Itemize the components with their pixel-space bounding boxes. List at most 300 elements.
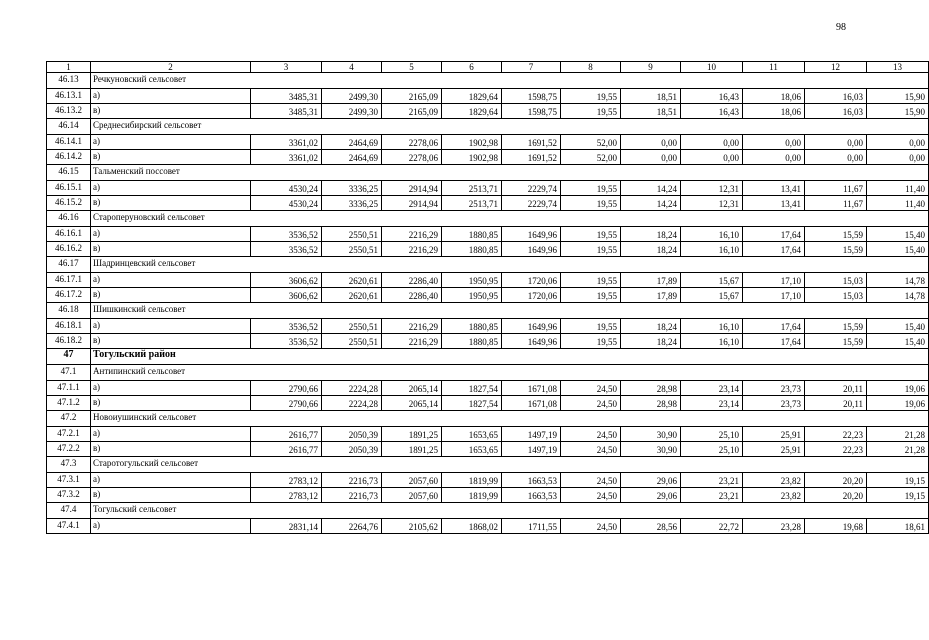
section-row xyxy=(47,503,929,519)
value-cell: 19,15 xyxy=(867,473,929,488)
table-row xyxy=(47,319,929,334)
value-cell: 20,11 xyxy=(805,396,867,411)
value-cell: 2057,60 xyxy=(382,488,442,503)
section-code: 46.13 xyxy=(47,73,91,89)
row-variant: в) xyxy=(91,396,251,411)
row-code: 46.13.2 xyxy=(47,104,91,119)
value-cell: 15,90 xyxy=(867,89,929,104)
value-cell: 17,64 xyxy=(743,334,805,349)
section-code: 47 xyxy=(47,349,91,365)
table-row xyxy=(47,427,929,442)
value-cell: 23,73 xyxy=(743,396,805,411)
value-cell: 16,10 xyxy=(681,334,743,349)
section-code: 47.3 xyxy=(47,457,91,473)
value-cell: 2550,51 xyxy=(322,242,382,257)
value-cell: 15,59 xyxy=(805,227,867,242)
value-cell: 16,03 xyxy=(805,104,867,119)
value-cell: 30,90 xyxy=(621,442,681,457)
value-cell: 14,24 xyxy=(621,181,681,196)
value-cell: 24,50 xyxy=(561,427,621,442)
column-header: 9 xyxy=(621,62,681,73)
value-cell: 0,00 xyxy=(867,135,929,150)
row-code: 46.16.2 xyxy=(47,242,91,257)
section-code: 46.17 xyxy=(47,257,91,273)
value-cell: 18,24 xyxy=(621,319,681,334)
value-cell: 21,28 xyxy=(867,427,929,442)
value-cell: 28,56 xyxy=(621,519,681,534)
value-cell: 11,67 xyxy=(805,196,867,211)
value-cell: 1649,96 xyxy=(502,334,561,349)
value-cell: 0,00 xyxy=(805,135,867,150)
row-code: 46.18.1 xyxy=(47,319,91,334)
table-row xyxy=(47,150,929,165)
value-cell: 0,00 xyxy=(867,150,929,165)
row-code: 47.2.2 xyxy=(47,442,91,457)
column-header: 13 xyxy=(867,62,929,73)
value-cell: 2790,66 xyxy=(251,396,322,411)
value-cell: 24,50 xyxy=(561,396,621,411)
value-cell: 24,50 xyxy=(561,488,621,503)
table-row xyxy=(47,227,929,242)
value-cell: 18,24 xyxy=(621,334,681,349)
row-code: 46.15.2 xyxy=(47,196,91,211)
value-cell: 0,00 xyxy=(681,135,743,150)
value-cell: 16,43 xyxy=(681,89,743,104)
value-cell: 24,50 xyxy=(561,442,621,457)
value-cell: 15,40 xyxy=(867,334,929,349)
section-name: Тогульский район xyxy=(91,349,929,365)
value-cell: 2065,14 xyxy=(382,381,442,396)
value-cell: 2550,51 xyxy=(322,319,382,334)
table-row xyxy=(47,473,929,488)
row-code: 47.1.1 xyxy=(47,381,91,396)
value-cell: 17,10 xyxy=(743,288,805,303)
row-variant: в) xyxy=(91,150,251,165)
value-cell: 2278,06 xyxy=(382,150,442,165)
row-code: 47.4.1 xyxy=(47,519,91,534)
row-code: 46.17.1 xyxy=(47,273,91,288)
column-header: 12 xyxy=(805,62,867,73)
row-variant: в) xyxy=(91,442,251,457)
value-cell: 2831,14 xyxy=(251,519,322,534)
value-cell: 1868,02 xyxy=(442,519,502,534)
value-cell: 1598,75 xyxy=(502,104,561,119)
row-code: 46.15.1 xyxy=(47,181,91,196)
value-cell: 18,51 xyxy=(621,104,681,119)
row-code: 46.17.2 xyxy=(47,288,91,303)
table-row xyxy=(47,196,929,211)
table-row xyxy=(47,442,929,457)
value-cell: 22,23 xyxy=(805,442,867,457)
value-cell: 16,43 xyxy=(681,104,743,119)
value-cell: 16,03 xyxy=(805,89,867,104)
value-cell: 1880,85 xyxy=(442,227,502,242)
value-cell: 23,21 xyxy=(681,473,743,488)
value-cell: 3336,25 xyxy=(322,181,382,196)
row-variant: а) xyxy=(91,89,251,104)
row-variant: в) xyxy=(91,334,251,349)
section-row xyxy=(47,211,929,227)
value-cell: 3606,62 xyxy=(251,273,322,288)
value-cell: 19,55 xyxy=(561,196,621,211)
value-cell: 19,55 xyxy=(561,334,621,349)
value-cell: 1671,08 xyxy=(502,396,561,411)
value-cell: 25,91 xyxy=(743,427,805,442)
value-cell: 23,73 xyxy=(743,381,805,396)
value-cell: 19,15 xyxy=(867,488,929,503)
value-cell: 15,40 xyxy=(867,319,929,334)
row-variant: а) xyxy=(91,473,251,488)
value-cell: 1497,19 xyxy=(502,442,561,457)
section-name: Шишкинский сельсовет xyxy=(91,303,929,319)
value-cell: 0,00 xyxy=(743,135,805,150)
value-cell: 19,55 xyxy=(561,227,621,242)
value-cell: 2264,76 xyxy=(322,519,382,534)
table-row xyxy=(47,181,929,196)
section-code: 47.1 xyxy=(47,365,91,381)
row-code: 46.14.2 xyxy=(47,150,91,165)
value-cell: 1598,75 xyxy=(502,89,561,104)
value-cell: 3536,52 xyxy=(251,227,322,242)
row-variant: а) xyxy=(91,519,251,534)
value-cell: 2050,39 xyxy=(322,427,382,442)
section-row xyxy=(47,73,929,89)
value-cell: 1649,96 xyxy=(502,319,561,334)
value-cell: 1891,25 xyxy=(382,442,442,457)
value-cell: 1720,06 xyxy=(502,273,561,288)
section-row xyxy=(47,303,929,319)
column-header: 6 xyxy=(442,62,502,73)
row-variant: а) xyxy=(91,135,251,150)
value-cell: 2216,29 xyxy=(382,242,442,257)
column-header: 10 xyxy=(681,62,743,73)
value-cell: 13,41 xyxy=(743,181,805,196)
column-header: 11 xyxy=(743,62,805,73)
value-cell: 2229,74 xyxy=(502,181,561,196)
value-cell: 15,40 xyxy=(867,242,929,257)
value-cell: 52,00 xyxy=(561,135,621,150)
section-name: Тогульский сельсовет xyxy=(91,503,929,519)
section-name: Староперуновский сельсовет xyxy=(91,211,929,227)
value-cell: 14,24 xyxy=(621,196,681,211)
value-cell: 1711,55 xyxy=(502,519,561,534)
value-cell: 11,67 xyxy=(805,181,867,196)
value-cell: 0,00 xyxy=(621,135,681,150)
value-cell: 1902,98 xyxy=(442,135,502,150)
value-cell: 2065,14 xyxy=(382,396,442,411)
table-row xyxy=(47,519,929,534)
table-row xyxy=(47,242,929,257)
row-variant: в) xyxy=(91,488,251,503)
row-variant: а) xyxy=(91,181,251,196)
value-cell: 21,28 xyxy=(867,442,929,457)
section-row xyxy=(47,119,929,135)
value-cell: 2513,71 xyxy=(442,196,502,211)
value-cell: 1497,19 xyxy=(502,427,561,442)
row-code: 47.3.2 xyxy=(47,488,91,503)
value-cell: 20,20 xyxy=(805,488,867,503)
value-cell: 20,20 xyxy=(805,473,867,488)
value-cell: 17,89 xyxy=(621,288,681,303)
table-row xyxy=(47,334,929,349)
value-cell: 1880,85 xyxy=(442,334,502,349)
value-cell: 19,55 xyxy=(561,242,621,257)
value-cell: 19,55 xyxy=(561,273,621,288)
value-cell: 2286,40 xyxy=(382,273,442,288)
row-code: 47.2.1 xyxy=(47,427,91,442)
value-cell: 52,00 xyxy=(561,150,621,165)
value-cell: 1902,98 xyxy=(442,150,502,165)
section-code: 47.2 xyxy=(47,411,91,427)
tariff-table xyxy=(46,61,929,534)
value-cell: 0,00 xyxy=(681,150,743,165)
value-cell: 28,98 xyxy=(621,396,681,411)
value-cell: 2464,69 xyxy=(322,135,382,150)
value-cell: 2286,40 xyxy=(382,288,442,303)
value-cell: 2216,29 xyxy=(382,227,442,242)
row-code: 47.1.2 xyxy=(47,396,91,411)
value-cell: 2050,39 xyxy=(322,442,382,457)
value-cell: 2216,73 xyxy=(322,488,382,503)
table-row xyxy=(47,288,929,303)
column-header: 2 xyxy=(91,62,251,73)
value-cell: 15,59 xyxy=(805,334,867,349)
section-code: 47.4 xyxy=(47,503,91,519)
value-cell: 2216,29 xyxy=(382,319,442,334)
value-cell: 2105,62 xyxy=(382,519,442,534)
section-name: Новоиушинский сельсовет xyxy=(91,411,929,427)
page-number: 98 xyxy=(836,22,846,33)
table-body xyxy=(47,62,929,534)
value-cell: 12,31 xyxy=(681,181,743,196)
value-cell: 1827,54 xyxy=(442,381,502,396)
value-cell: 11,40 xyxy=(867,196,929,211)
value-cell: 0,00 xyxy=(743,150,805,165)
section-row xyxy=(47,165,929,181)
value-cell: 1880,85 xyxy=(442,242,502,257)
row-code: 46.13.1 xyxy=(47,89,91,104)
value-cell: 15,67 xyxy=(681,273,743,288)
value-cell: 1829,64 xyxy=(442,104,502,119)
table-row xyxy=(47,89,929,104)
value-cell: 1950,95 xyxy=(442,288,502,303)
value-cell: 19,55 xyxy=(561,319,621,334)
column-header: 7 xyxy=(502,62,561,73)
header-row xyxy=(47,62,929,73)
value-cell: 2278,06 xyxy=(382,135,442,150)
value-cell: 25,10 xyxy=(681,442,743,457)
row-code: 46.18.2 xyxy=(47,334,91,349)
value-cell: 30,90 xyxy=(621,427,681,442)
row-variant: а) xyxy=(91,227,251,242)
value-cell: 2620,61 xyxy=(322,273,382,288)
value-cell: 25,10 xyxy=(681,427,743,442)
section-name: Антипинский сельсовет xyxy=(91,365,929,381)
value-cell: 24,50 xyxy=(561,473,621,488)
value-cell: 3606,62 xyxy=(251,288,322,303)
section-row xyxy=(47,349,929,365)
table-row xyxy=(47,135,929,150)
section-name: Старотогульский сельсовет xyxy=(91,457,929,473)
value-cell: 12,31 xyxy=(681,196,743,211)
value-cell: 2165,09 xyxy=(382,89,442,104)
value-cell: 2499,30 xyxy=(322,104,382,119)
table-row xyxy=(47,273,929,288)
section-name: Тальменский поссовет xyxy=(91,165,929,181)
value-cell: 23,14 xyxy=(681,381,743,396)
value-cell: 16,10 xyxy=(681,242,743,257)
value-cell: 19,06 xyxy=(867,396,929,411)
value-cell: 15,59 xyxy=(805,242,867,257)
section-code: 46.16 xyxy=(47,211,91,227)
row-variant: в) xyxy=(91,288,251,303)
value-cell: 3361,02 xyxy=(251,135,322,150)
value-cell: 2513,71 xyxy=(442,181,502,196)
value-cell: 1819,99 xyxy=(442,473,502,488)
value-cell: 19,68 xyxy=(805,519,867,534)
value-cell: 17,64 xyxy=(743,319,805,334)
row-variant: а) xyxy=(91,273,251,288)
column-header: 3 xyxy=(251,62,322,73)
value-cell: 16,10 xyxy=(681,227,743,242)
value-cell: 4530,24 xyxy=(251,196,322,211)
value-cell: 18,06 xyxy=(743,104,805,119)
value-cell: 3485,31 xyxy=(251,89,322,104)
value-cell: 23,82 xyxy=(743,488,805,503)
column-header: 8 xyxy=(561,62,621,73)
value-cell: 2783,12 xyxy=(251,488,322,503)
table-row xyxy=(47,104,929,119)
value-cell: 2464,69 xyxy=(322,150,382,165)
column-header: 4 xyxy=(322,62,382,73)
value-cell: 2914,94 xyxy=(382,181,442,196)
value-cell: 1720,06 xyxy=(502,288,561,303)
value-cell: 17,64 xyxy=(743,227,805,242)
value-cell: 2620,61 xyxy=(322,288,382,303)
value-cell: 2224,28 xyxy=(322,396,382,411)
table-row xyxy=(47,488,929,503)
value-cell: 25,91 xyxy=(743,442,805,457)
value-cell: 1950,95 xyxy=(442,273,502,288)
value-cell: 17,10 xyxy=(743,273,805,288)
value-cell: 16,10 xyxy=(681,319,743,334)
section-code: 46.14 xyxy=(47,119,91,135)
value-cell: 1827,54 xyxy=(442,396,502,411)
value-cell: 2229,74 xyxy=(502,196,561,211)
section-row xyxy=(47,365,929,381)
value-cell: 11,40 xyxy=(867,181,929,196)
value-cell: 1653,65 xyxy=(442,442,502,457)
value-cell: 1671,08 xyxy=(502,381,561,396)
row-code: 47.3.1 xyxy=(47,473,91,488)
value-cell: 2499,30 xyxy=(322,89,382,104)
value-cell: 3536,52 xyxy=(251,242,322,257)
value-cell: 2550,51 xyxy=(322,227,382,242)
value-cell: 28,98 xyxy=(621,381,681,396)
section-name: Речкуновский сельсовет xyxy=(91,73,929,89)
value-cell: 1819,99 xyxy=(442,488,502,503)
value-cell: 13,41 xyxy=(743,196,805,211)
value-cell: 22,23 xyxy=(805,427,867,442)
value-cell: 23,14 xyxy=(681,396,743,411)
value-cell: 29,06 xyxy=(621,488,681,503)
value-cell: 2616,77 xyxy=(251,442,322,457)
value-cell: 20,11 xyxy=(805,381,867,396)
value-cell: 1663,53 xyxy=(502,473,561,488)
value-cell: 1891,25 xyxy=(382,427,442,442)
value-cell: 1829,64 xyxy=(442,89,502,104)
value-cell: 1691,52 xyxy=(502,150,561,165)
value-cell: 2057,60 xyxy=(382,473,442,488)
section-row xyxy=(47,257,929,273)
value-cell: 19,55 xyxy=(561,181,621,196)
value-cell: 1880,85 xyxy=(442,319,502,334)
row-variant: в) xyxy=(91,104,251,119)
value-cell: 22,72 xyxy=(681,519,743,534)
section-name: Шадринцевский сельсовет xyxy=(91,257,929,273)
value-cell: 3361,02 xyxy=(251,150,322,165)
value-cell: 19,55 xyxy=(561,89,621,104)
value-cell: 2224,28 xyxy=(322,381,382,396)
table-row xyxy=(47,396,929,411)
value-cell: 2783,12 xyxy=(251,473,322,488)
row-code: 46.16.1 xyxy=(47,227,91,242)
row-variant: в) xyxy=(91,196,251,211)
value-cell: 2550,51 xyxy=(322,334,382,349)
column-header: 5 xyxy=(382,62,442,73)
value-cell: 18,06 xyxy=(743,89,805,104)
value-cell: 19,55 xyxy=(561,104,621,119)
value-cell: 15,03 xyxy=(805,273,867,288)
value-cell: 19,55 xyxy=(561,288,621,303)
value-cell: 0,00 xyxy=(621,150,681,165)
value-cell: 15,90 xyxy=(867,104,929,119)
section-row xyxy=(47,457,929,473)
value-cell: 18,61 xyxy=(867,519,929,534)
value-cell: 14,78 xyxy=(867,288,929,303)
value-cell: 18,24 xyxy=(621,227,681,242)
value-cell: 15,03 xyxy=(805,288,867,303)
value-cell: 18,24 xyxy=(621,242,681,257)
value-cell: 23,28 xyxy=(743,519,805,534)
value-cell: 3485,31 xyxy=(251,104,322,119)
value-cell: 1649,96 xyxy=(502,227,561,242)
section-row xyxy=(47,411,929,427)
row-variant: в) xyxy=(91,242,251,257)
value-cell: 2216,73 xyxy=(322,473,382,488)
value-cell: 4530,24 xyxy=(251,181,322,196)
value-cell: 15,59 xyxy=(805,319,867,334)
value-cell: 17,89 xyxy=(621,273,681,288)
value-cell: 1691,52 xyxy=(502,135,561,150)
value-cell: 15,67 xyxy=(681,288,743,303)
row-variant: а) xyxy=(91,319,251,334)
value-cell: 15,40 xyxy=(867,227,929,242)
value-cell: 17,64 xyxy=(743,242,805,257)
value-cell: 2616,77 xyxy=(251,427,322,442)
value-cell: 1663,53 xyxy=(502,488,561,503)
value-cell: 2914,94 xyxy=(382,196,442,211)
value-cell: 29,06 xyxy=(621,473,681,488)
section-code: 46.15 xyxy=(47,165,91,181)
value-cell: 3336,25 xyxy=(322,196,382,211)
value-cell: 3536,52 xyxy=(251,334,322,349)
value-cell: 19,06 xyxy=(867,381,929,396)
value-cell: 1649,96 xyxy=(502,242,561,257)
value-cell: 18,51 xyxy=(621,89,681,104)
row-variant: а) xyxy=(91,427,251,442)
row-variant: а) xyxy=(91,381,251,396)
